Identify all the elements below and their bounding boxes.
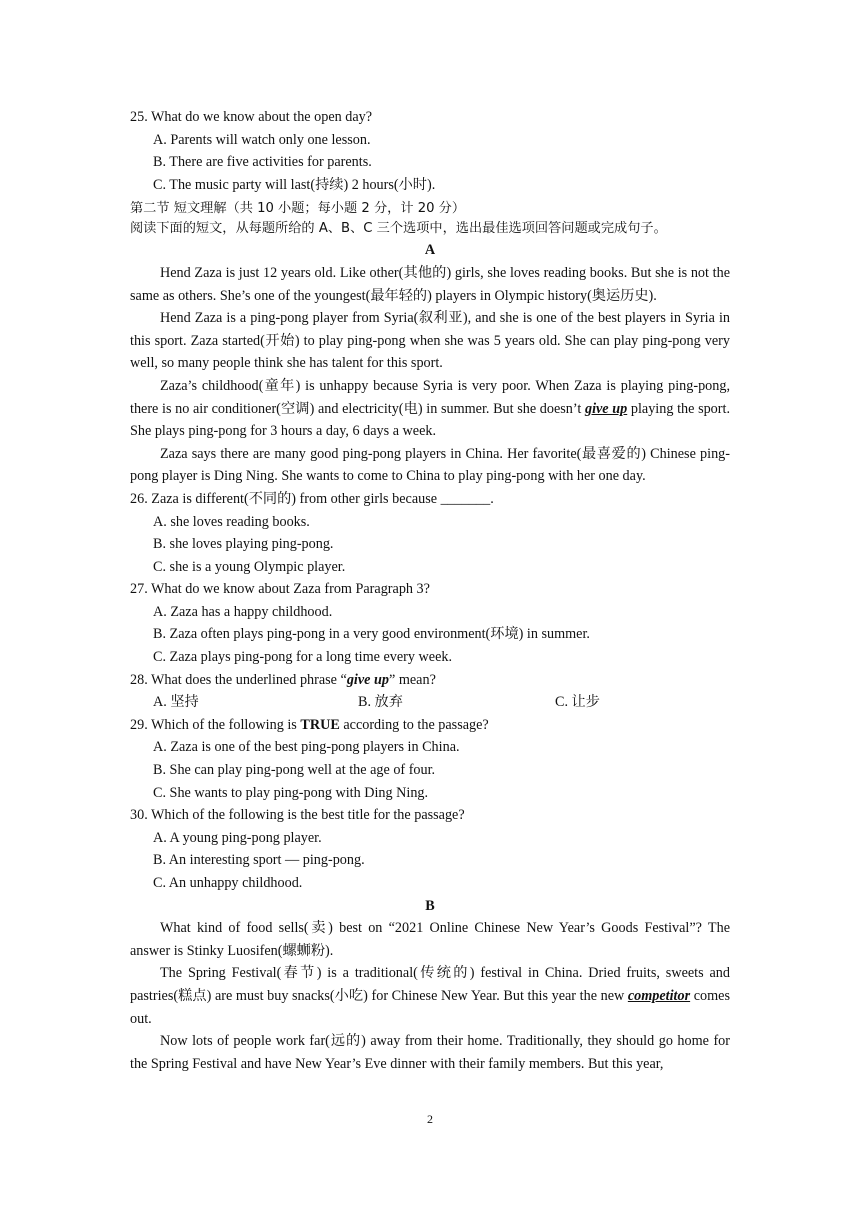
passage-b-paragraph-1: What kind of food sells(卖) best on “2021 Online Chinese New Year’s Goods Festival”? The answer is Stinky Luosifen(螺蛳粉). bbox=[130, 920, 730, 959]
exam-page bbox=[130, 106, 730, 1075]
passage-a-paragraph-3 bbox=[130, 375, 730, 443]
section-instruction: 阅读下面的短文，从每题所给的 A、B、C 三个选项中，选出最佳选项回答问题或完成句子。 bbox=[130, 221, 667, 237]
underlined-word-competitor: competitor bbox=[627, 987, 691, 1004]
q27-option-b: B. Zaza often plays ping-pong in a very good environment(环境) in summer. bbox=[153, 626, 590, 643]
q30-option-b: B. An interesting sport — ping-pong. bbox=[153, 852, 365, 869]
passage-a-paragraph-1: Hend Zaza is just 12 years old. Like other(其他的) girls, she loves reading books. But she is not the same as others. She’s one of the youngest(最年轻的) players in Olympic history(奥运历史). bbox=[130, 264, 730, 304]
q27-option-a: A. Zaza has a happy childhood. bbox=[153, 603, 333, 620]
q28-options bbox=[130, 691, 730, 714]
section-title: 第二节 短文理解（共 10 小题；每小题 2 分，计 20 分） bbox=[130, 201, 466, 217]
q26-option-b: B. she loves playing ping-pong. bbox=[153, 536, 334, 553]
q30-option-c: C. An unhappy childhood. bbox=[153, 875, 303, 891]
passage-b-paragraph-3: Now lots of people work far(远的) away from their home. Traditionally, they should go home for the Spring Festival and have New Year’s Eve dinner with their family members. But this year, bbox=[130, 1033, 730, 1072]
q29-option-a: A. Zaza is one of the best ping-pong players in China. bbox=[153, 739, 460, 756]
q29-question bbox=[130, 714, 730, 737]
passage-b-paragraph-2 bbox=[130, 962, 730, 1030]
q30-question: 30. Which of the following is the best title for the passage? bbox=[130, 807, 465, 824]
q28-option-b: B. 放弃 bbox=[358, 694, 403, 711]
b-p2-text-after: comes out. bbox=[130, 987, 730, 1027]
q25-option-a: A. Parents will watch only one lesson. bbox=[153, 131, 371, 148]
passage-a-paragraph-2: Hend Zaza is a ping-pong player from Syria(叙利亚), and she is one of the best players in Syria in this sport. Zaza started(开始) to play ping-pong when she was 5 years old. She can play ping-pong very well, so many people think she has talent for this sport. bbox=[130, 310, 730, 372]
q28-question bbox=[130, 669, 730, 692]
p3-text-before: Zaza’s childhood(童年) is unhappy because Syria is very poor. When Zaza is playing ping-pong, there is no air conditioner(空调) and electricity(电) in summer. But she doesn’t bbox=[130, 377, 730, 417]
page-number: 2 bbox=[427, 1112, 433, 1126]
q26-option-c: C. she is a young Olympic player. bbox=[153, 558, 346, 575]
q27-option-c: C. Zaza plays ping-pong for a long time every week. bbox=[153, 649, 453, 666]
q27-question: 27. What do we know about Zaza from Paragraph 3? bbox=[130, 581, 430, 598]
q25-question: 25. What do we know about the open day? bbox=[130, 109, 373, 125]
q25-option-b: B. There are five activities for parents. bbox=[153, 154, 372, 171]
passage-a-paragraph-4: Zaza says there are many good ping-pong players in China. Her favorite(最喜爱的) Chinese ping-pong player is Ding Ning. She wants to come to China to play ping-pong with her one day. bbox=[130, 445, 730, 485]
underlined-phrase-give-up: give up bbox=[584, 400, 628, 417]
q26-option-a: A. she loves reading books. bbox=[153, 513, 310, 530]
p3-text-after: playing the sport. She plays ping-pong for 3 hours a day, 6 days a week. bbox=[130, 400, 730, 440]
q26-question: 26. Zaza is different(不同的) from other girls because _______. bbox=[130, 490, 494, 507]
q28-option-c: C. 让步 bbox=[555, 694, 600, 711]
q29-option-c: C. She wants to play ping-pong with Ding Ning. bbox=[153, 784, 429, 801]
passage-b-label: B bbox=[425, 897, 435, 914]
q25-option-c: C. The music party will last(持续) 2 hours(小时). bbox=[153, 176, 436, 193]
q28-text-before: 28. What does the underlined phrase “ bbox=[130, 671, 347, 688]
q30-option-a: A. A young ping-pong player. bbox=[153, 829, 322, 846]
q28-text-after: ” mean? bbox=[389, 671, 436, 688]
q29-text-after: according to the passage? bbox=[339, 716, 489, 733]
q29-bold-true: TRUE bbox=[300, 716, 340, 733]
b-p2-text-before: The Spring Festival(春节) is a traditional(传统的) festival in China. Dried fruits, sweets and pastries(糕点) are must buy snacks(小吃) for Chinese New Year. But this year the new bbox=[130, 965, 730, 1004]
q29-option-b: B. She can play ping-pong well at the age of four. bbox=[153, 762, 436, 779]
q28-option-a: A. 坚持 bbox=[153, 694, 199, 711]
passage-a-label: A bbox=[424, 242, 436, 259]
q28-phrase: give up bbox=[346, 671, 389, 688]
q29-text-before: 29. Which of the following is bbox=[130, 716, 301, 733]
